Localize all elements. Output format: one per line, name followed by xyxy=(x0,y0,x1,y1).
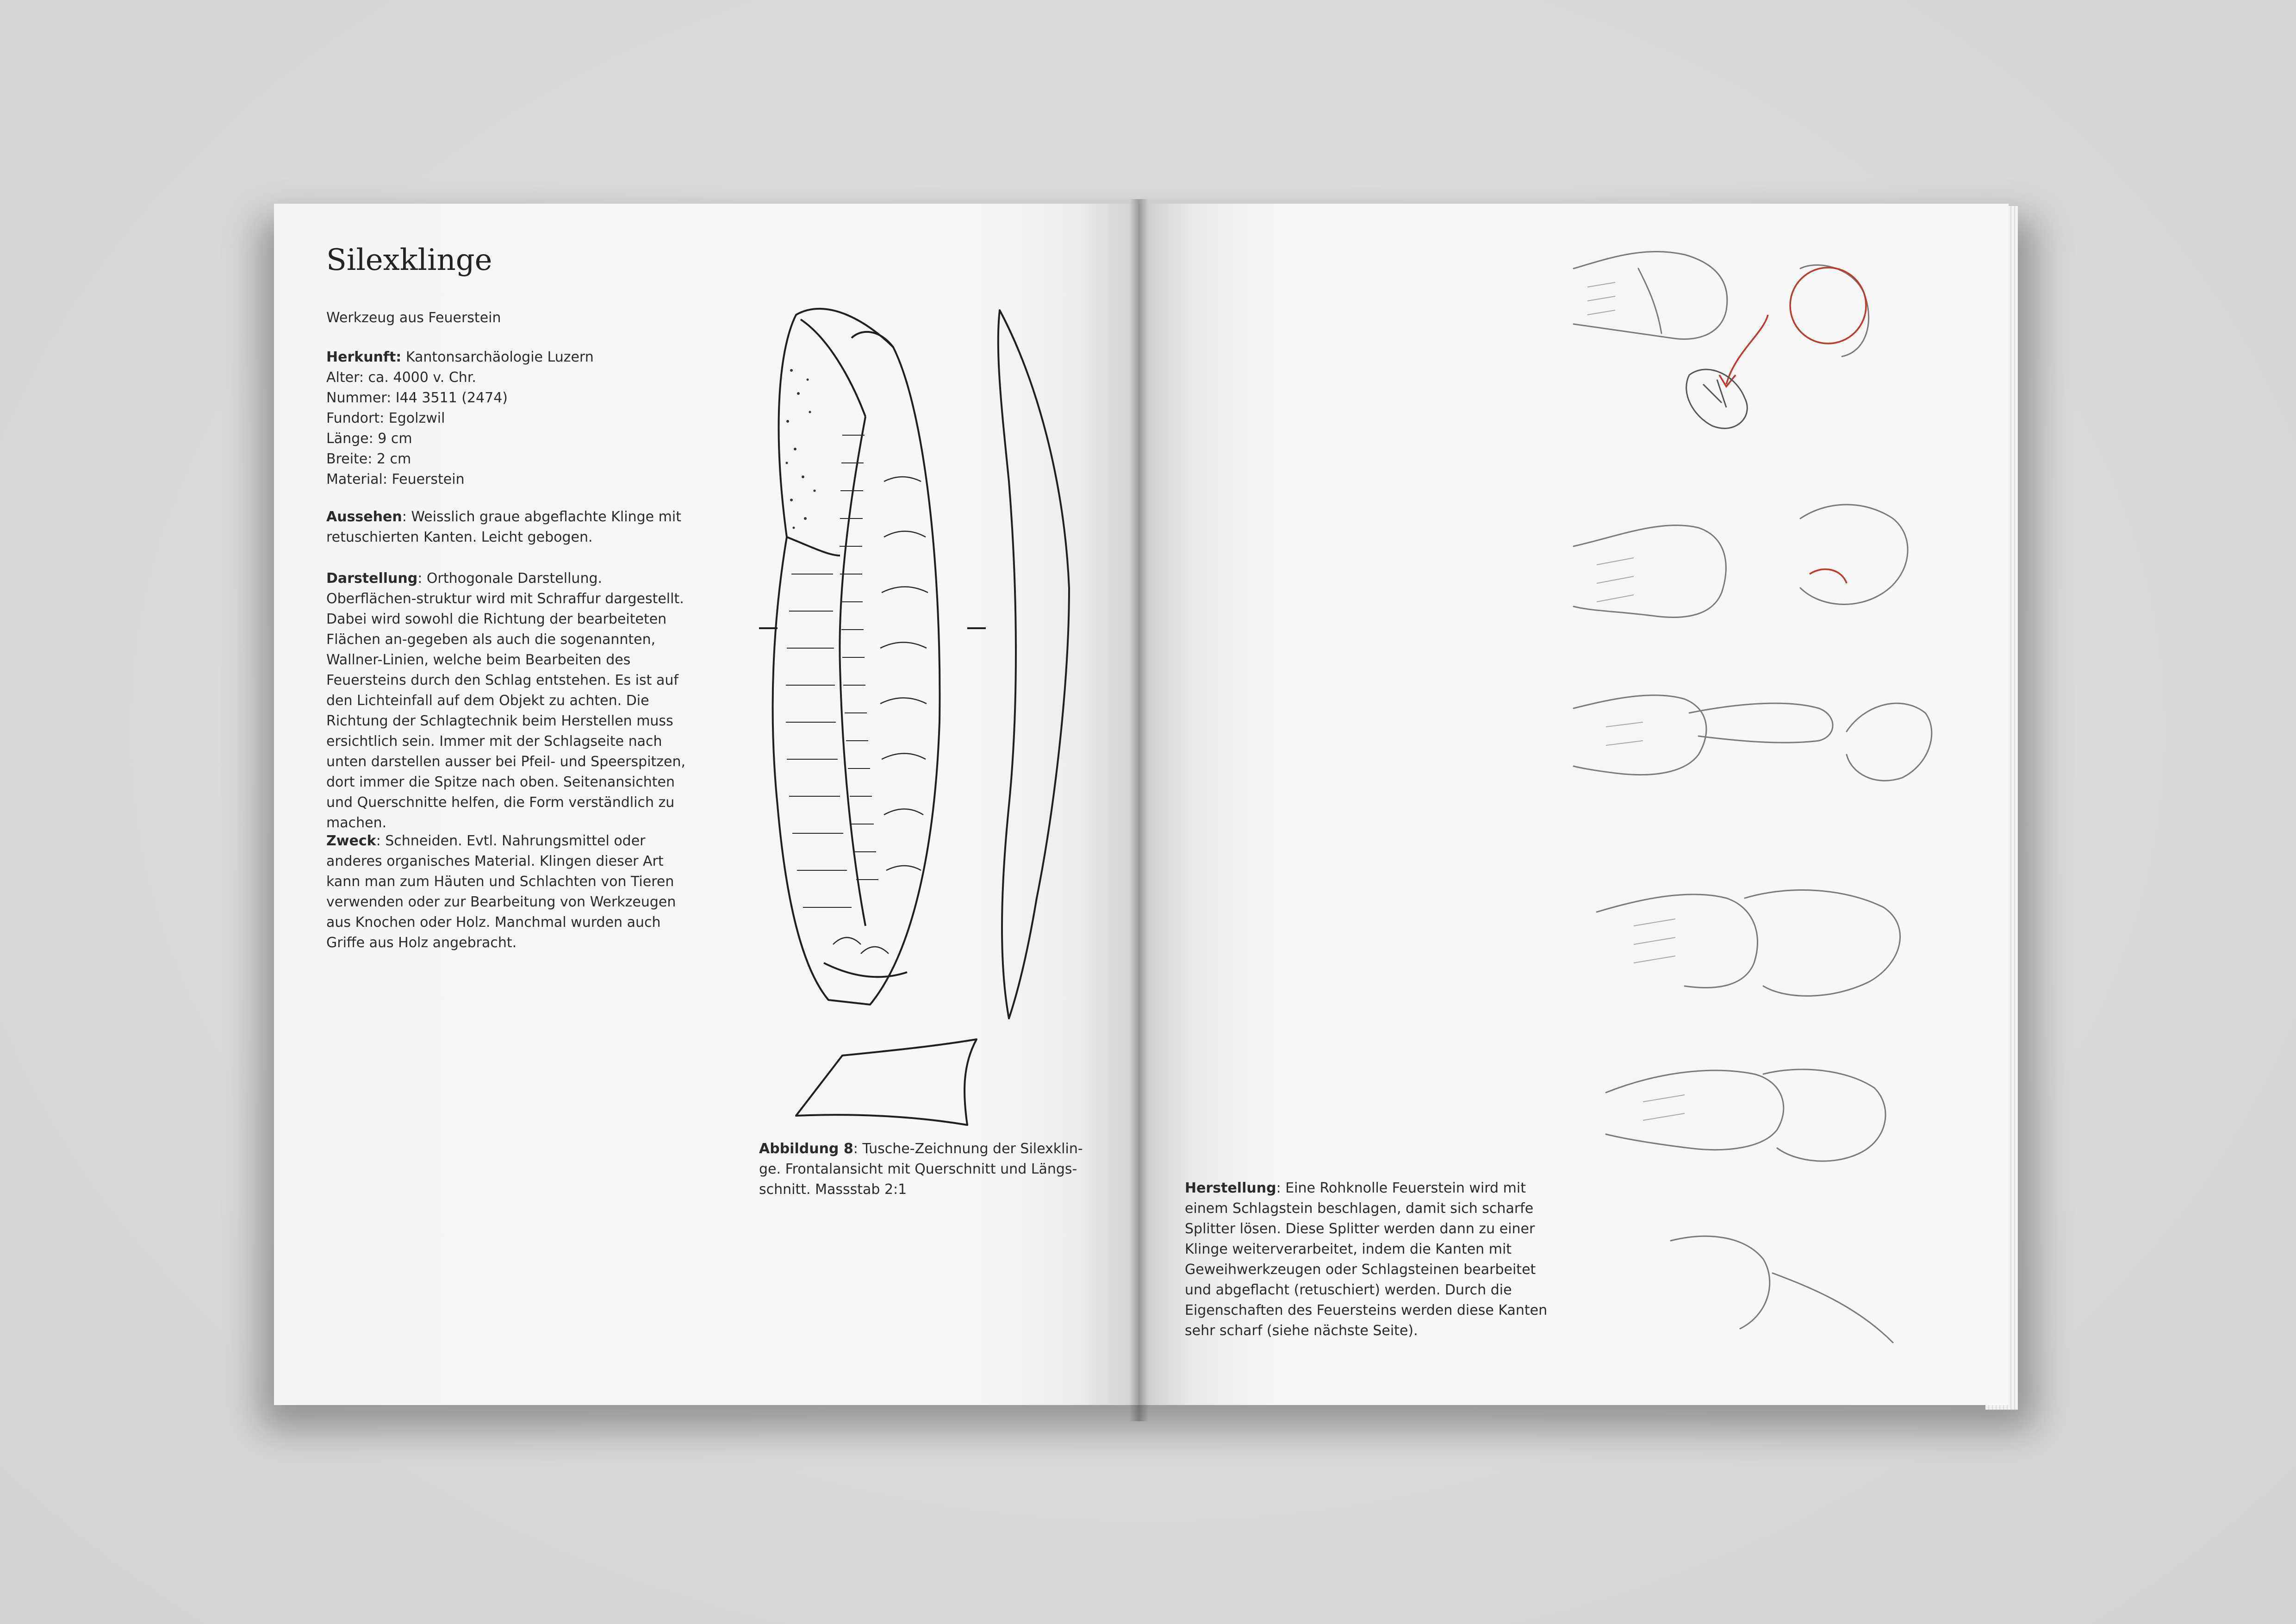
caption-label: Abbildung 8 xyxy=(759,1141,853,1157)
figure-caption xyxy=(759,1139,1083,1200)
darstellung-paragraph xyxy=(326,568,694,833)
fact-label: Herkunft: xyxy=(326,349,402,365)
facts-list xyxy=(326,347,594,490)
aussehen-paragraph xyxy=(326,507,694,548)
fact-material: Material: Feuerstein xyxy=(326,471,465,487)
herstellung-label: Herstellung xyxy=(1185,1180,1276,1196)
caption-text: : Tusche-Zeichnung der Silexklin-ge. Frontalansicht mit Querschnitt und Längs-schnitt. Massstab 2:1 xyxy=(759,1141,1083,1198)
fact-herkunft xyxy=(326,347,594,368)
aussehen-text: : Weisslich graue abgeflachte Klinge mit retuschierten Kanten. Leicht gebogen. xyxy=(326,509,681,545)
zweck-text: : Schneiden. Evtl. Nahrungsmittel oder anderes organisches Material. Klingen dieser Art kann man zum Häuten und Schlachten von Tieren verwenden oder zur Bearbeitung von Werkzeugen aus Knochen oder Holz. Manchmal wurden auch Griffe aus Holz angebracht. xyxy=(326,833,676,951)
page-title: Silexklinge xyxy=(326,243,492,277)
fact-laenge: Länge: 9 cm xyxy=(326,431,412,447)
zweck-paragraph xyxy=(326,831,694,953)
fact-alter: Alter: ca. 4000 v. Chr. xyxy=(326,369,476,386)
fact-value: Kantonsarchäologie Luzern xyxy=(401,349,594,365)
herstellung-paragraph xyxy=(1185,1178,1560,1341)
book-gutter xyxy=(1129,199,1149,1421)
herstellung-text: : Eine Rohknolle Feuerstein wird mit einem Schlagstein beschlagen, damit sich scharfe Splitter lösen. Diese Splitter werden dann zu einer Klinge weiterverarbeitet, indem die Kanten mit Geweihwerkzeugen oder Schlagsteinen bearbeitet und abgeflacht (retuschiert) werden. Durch die Eigenschaften des Feuersteins werden diese Kanten sehr scharf (siehe nächste Seite). xyxy=(1185,1180,1548,1339)
fact-nummer: Nummer: I44 3511 (2474) xyxy=(326,390,508,406)
aussehen-label: Aussehen xyxy=(326,509,402,525)
zweck-label: Zweck xyxy=(326,833,376,849)
subtitle: Werkzeug aus Feuerstein xyxy=(326,310,501,326)
fact-fundort: Fundort: Egolzwil xyxy=(326,410,445,426)
fact-breite: Breite: 2 cm xyxy=(326,451,411,467)
knapping-hands-sketches xyxy=(1569,241,1958,1370)
darstellung-label: Darstellung xyxy=(326,570,418,587)
darstellung-text: : Orthogonale Darstellung. Oberflächen-struktur wird mit Schraffur dargestellt. Dabei wird sowohl die Richtung der bearbeiteten Flächen an-gegeben als auch die sogenannten, Wallner-Linien, welche beim Bearbeiten des Feuersteins durch den Schlag entstehen. Es ist auf den Lichteinfall auf dem Objekt zu achten. Die Richtung der Schlagtechnik beim Herstellen muss ersichtlich sein. Immer mit der Schlagseite nach unten darstellen ausser bei Pfeil- und Speerspitzen, dort immer die Spitze nach oben. Seitenansichten und Querschnitte helfen, die Form verständlich zu machen. xyxy=(326,570,686,831)
flint-blade-drawing xyxy=(759,296,1083,1143)
